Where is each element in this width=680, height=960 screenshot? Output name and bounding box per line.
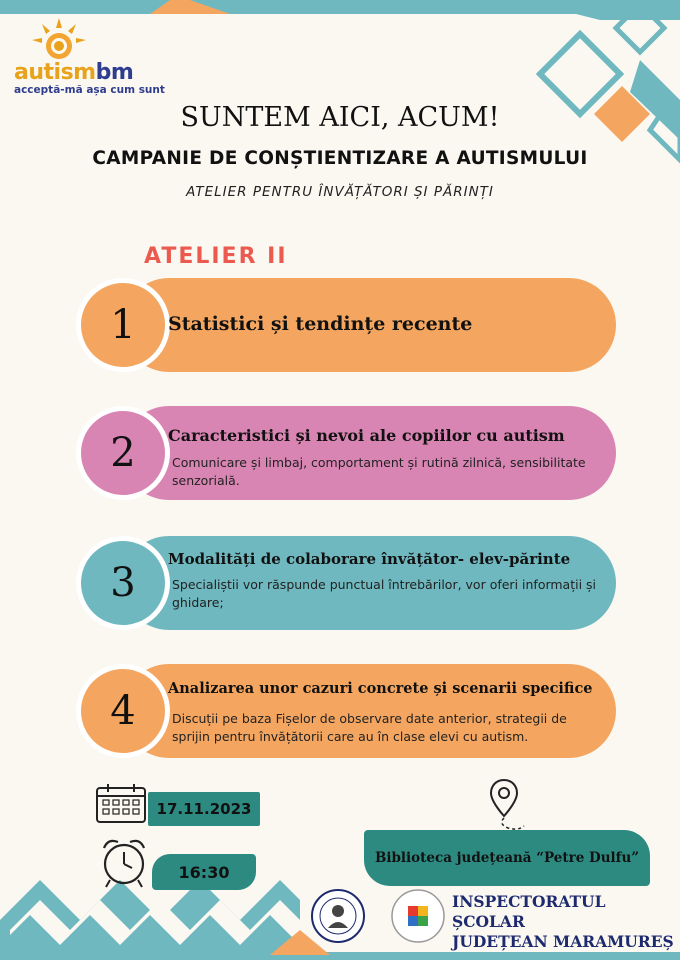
agenda-description: Specialiștii vor răspunde punctual întrebărilor, vor oferi informații și ghidare; [172,577,597,610]
brand-logo: autismbm [14,60,134,85]
isj-logo-icon [390,888,446,944]
agenda-item-1 [76,278,616,372]
brand-tagline: acceptă-mă așa cum sunt [14,84,165,96]
alarm-clock-icon [98,834,150,890]
agenda-description: Discuții pe baza Fișelor de observare date anterior, strategii de sprijin pentru învățătorii care au în clase elevi cu autism. [172,711,567,744]
atelier-label: ATELIER II [144,244,288,269]
calendar-icon [94,782,150,826]
library-seal-icon [310,888,366,944]
page-title: SUNTEM AICI, ACUM! [180,102,500,133]
agenda-description: Comunicare și limbaj, comportament și rutină zilnică, sensibilitate senzorială. [172,455,586,488]
event-location: Biblioteca județeană “Petre Dulfu” [364,830,650,886]
page-tagline: ATELIER PENTRU ÎNVĂȚĂTORI ȘI PĂRINȚI [186,184,494,200]
organizer-line-2: JUDEȚEAN MARAMUREȘ [452,932,674,951]
agenda-number: 2 [76,406,170,500]
location-pin-icon [488,778,528,834]
agenda-title: Modalități de colaborare învățător- elev-părinte [168,550,571,568]
agenda-number: 1 [76,278,170,372]
agenda-title: Caracteristici și nevoi ale copiilor cu autism [168,426,565,445]
agenda-item-4 [76,664,616,758]
agenda-number: 4 [76,664,170,758]
agenda-number: 3 [76,536,170,630]
agenda-item-3 [76,536,616,630]
page-subtitle: CAMPANIE DE CONȘTIENTIZARE A AUTISMULUI [92,148,588,169]
organizer-line-1: INSPECTORATUL ȘCOLAR [452,892,606,931]
organizer-name [452,892,680,952]
agenda-title: Statistici și tendințe recente [168,313,473,335]
event-time: 16:30 [152,854,256,890]
agenda-item-2 [76,406,616,500]
event-date: 17.11.2023 [148,792,260,826]
agenda-title: Analizarea unor cazuri concrete și scenarii specifice [168,680,593,697]
sun-logo-icon [30,18,88,62]
